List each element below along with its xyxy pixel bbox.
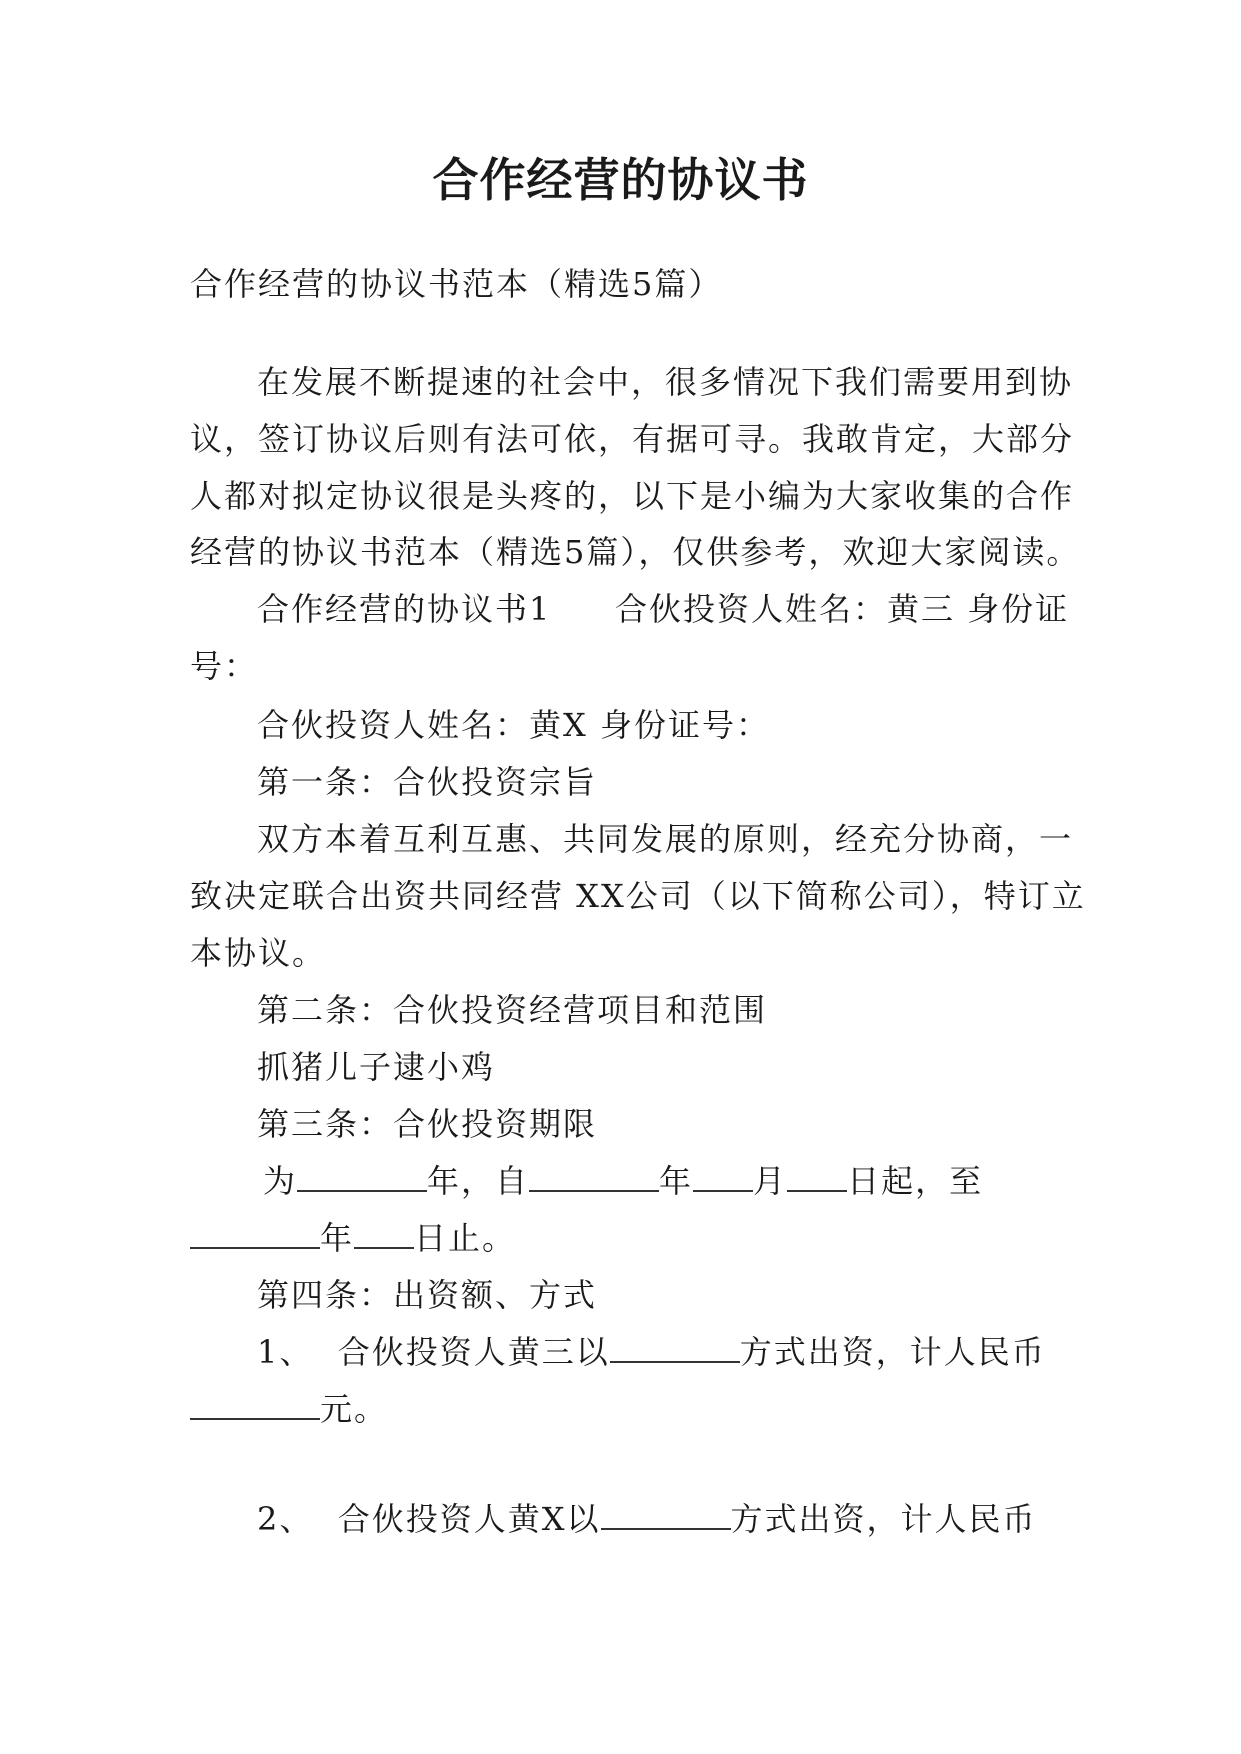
article3-word: 日止。 xyxy=(414,1219,517,1257)
article3-title: 第三条：合伙投资期限 xyxy=(257,1105,598,1143)
fill-blank xyxy=(610,1331,740,1363)
fill-blank xyxy=(190,1388,320,1420)
fill-blank xyxy=(787,1160,847,1192)
article1-title: 第一条：合伙投资宗旨 xyxy=(257,763,598,801)
item-text: 合伙投资人黄三以 xyxy=(337,1333,610,1371)
article4-title: 第四条：出资额、方式 xyxy=(257,1276,598,1314)
doc1-heading: 合作经营的协议书1 xyxy=(257,590,552,628)
fill-blank xyxy=(529,1160,659,1192)
article2-title: 第二条：合伙投资经营项目和范围 xyxy=(257,991,768,1029)
article1-body-2: 致决定联合出资共同经营 XX公司（以下简称公司），特订立 xyxy=(190,877,1086,915)
document-title: 合作经营的协议书 xyxy=(432,153,809,207)
intro-line-4: 经营的协议书范本（精选5篇），仅供参考，欢迎大家阅读。 xyxy=(190,533,1081,571)
item1-line-2 xyxy=(190,1387,388,1431)
intro-line-2: 议，签订协议后则有法可依，有据可寻。我敢肯定，大部分 xyxy=(190,420,1075,458)
fill-blank xyxy=(354,1217,414,1249)
intro-line-3: 人都对拟定协议很是头疼的，以下是小编为大家收集的合作 xyxy=(190,477,1075,515)
item-text: 方式出资，计人民币 xyxy=(739,1333,1046,1371)
article3-word: 年 xyxy=(659,1162,694,1200)
item-number: 1、 xyxy=(257,1333,314,1371)
article3-word: 年 xyxy=(320,1219,355,1257)
item-text: 方式出资，计人民币 xyxy=(730,1500,1037,1538)
fill-blank xyxy=(601,1498,731,1530)
fill-blank xyxy=(297,1160,427,1192)
document-subtitle: 合作经营的协议书范本（精选5篇） xyxy=(190,265,723,303)
article1-body-1: 双方本着互利互惠、共同发展的原则，经充分协商，一 xyxy=(257,820,1074,858)
article2-body: 抓猪儿子逮小鸡 xyxy=(257,1048,496,1086)
article3-body-line-2 xyxy=(190,1216,516,1260)
item1-line-1 xyxy=(257,1330,1046,1374)
item2-line-1 xyxy=(257,1497,1037,1541)
intro-line-1: 在发展不断提速的社会中，很多情况下我们需要用到协 xyxy=(257,363,1074,401)
article3-word: 为 xyxy=(263,1162,298,1200)
article3-word: 年，自 xyxy=(427,1162,530,1200)
article3-word: 日起，至 xyxy=(847,1162,984,1200)
partner1-line: 合伙投资人姓名：黄三 身份证 xyxy=(615,590,1070,628)
item-number: 2、 xyxy=(257,1500,314,1538)
partner2-line: 合伙投资人姓名：黄X 身份证号： xyxy=(257,706,770,744)
partner1-line-cont: 号： xyxy=(190,647,259,685)
fill-blank xyxy=(693,1160,753,1192)
article3-word: 月 xyxy=(753,1162,788,1200)
item-text: 合伙投资人黄X以 xyxy=(337,1500,601,1538)
item-text: 元。 xyxy=(320,1390,389,1428)
article3-body-line-1 xyxy=(263,1159,983,1203)
article1-body-3: 本协议。 xyxy=(190,934,327,972)
fill-blank xyxy=(190,1217,320,1249)
